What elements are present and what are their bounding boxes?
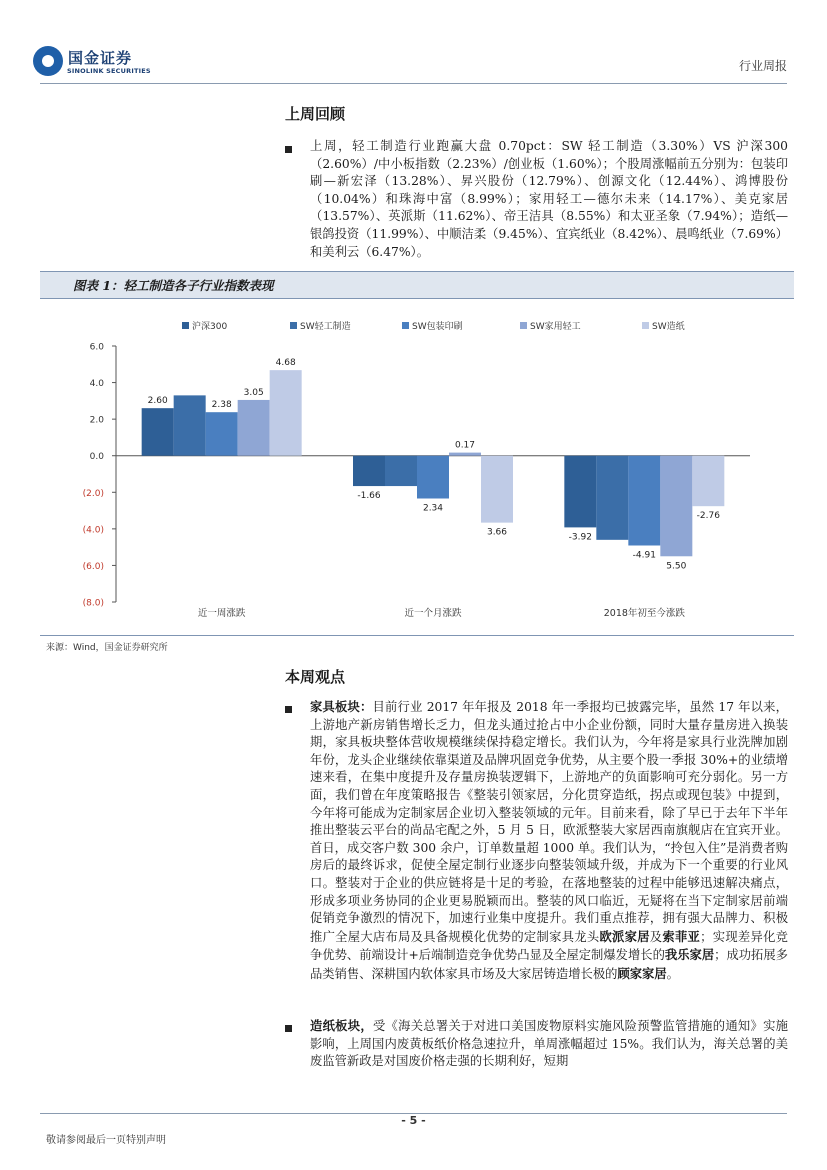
brand-name-en: SINOLINK SECURITIES [67, 67, 151, 75]
bar [142, 408, 174, 456]
bar [596, 456, 628, 540]
company-oppein: 欧派家居 [599, 928, 650, 944]
bar [174, 395, 206, 455]
bar [481, 456, 513, 523]
paper-paragraph [310, 1017, 788, 1071]
legend-label: SW家用轻工 [530, 322, 581, 332]
company-sofia: 索菲亚 [662, 928, 701, 944]
data-label: 3.66 [486, 527, 508, 538]
furniture-text-2: ；实现差异化竞争优势、前端设计+后端制造竞争优势凸显及全屋定制爆发增长的 [310, 929, 788, 963]
legend-label: SW轻工制造 [300, 322, 351, 332]
figure-title: 图表 1：轻工制造各子行业指数表现 [73, 278, 274, 293]
legend-swatch [520, 322, 527, 329]
page-number: - 5 - [401, 1114, 426, 1127]
furniture-text-3: ；成功拓展多品类销售、深耕国内软体家具市场及大家居铸造增长极的 [310, 948, 788, 981]
bullet-marker [285, 1025, 292, 1032]
legend-swatch [402, 322, 409, 329]
data-label: 0.17 [454, 440, 476, 451]
bullet-marker [285, 706, 292, 713]
bar [353, 456, 385, 486]
figure-source: 来源：Wind，国金证券研究所 [46, 643, 168, 653]
bar [564, 456, 596, 528]
data-label: 2.38 [211, 400, 232, 411]
legend-swatch [290, 322, 297, 329]
paper-label: 造纸板块， [310, 1018, 373, 1033]
legend-swatch [182, 322, 189, 329]
header-divider [40, 83, 787, 84]
company-kuka: 顾家家居 [617, 965, 667, 981]
y-tick-label: 6.0 [89, 342, 104, 353]
furniture-and: 及 [649, 929, 663, 944]
footer-disclaimer: 敬请参阅最后一页特别声明 [46, 1135, 166, 1146]
data-label: -2.76 [696, 511, 720, 522]
logo-mark-inner [42, 55, 54, 67]
furniture-end: 。 [666, 966, 679, 981]
legend-label: SW包装印刷 [412, 322, 463, 332]
legend-label: 沪深300 [192, 322, 228, 332]
y-tick-label: 0.0 [89, 452, 104, 463]
legend-swatch [642, 322, 649, 329]
data-label: 2.60 [147, 396, 168, 407]
section-title-this-week: 本周观点 [285, 668, 346, 686]
paper-text: 受《海关总署关于对进口美国废物原料实施风险预警监管措施的通知》实施影响，上周国内废黄板纸价格急速拉升，单周涨幅超过 15%。我们认为，海关总署的美废监管新政是对国废价格走强的长期利好，短期 [310, 1019, 788, 1069]
data-label: -3.92 [568, 532, 592, 543]
furniture-label: 家具板块： [310, 699, 373, 714]
y-tick-label: (8.0) [82, 598, 104, 609]
report-type: 行业周报 [738, 59, 787, 73]
last-week-summary: 上周，轻工制造行业跑赢大盘 0.70pct：SW 轻工制造（3.30%）VS 沪深300（2.60%）/中小板指数（2.23%）/创业板（1.60%）；个股周涨幅前五分别为：包装印刷—新宏泽（13.28%）、昇兴股份（12.79%）、创源文化（12.44%）、鸿博股份（10.04%）和珠海中富（8.99%）；家用轻工—德尔未来（14.17%）、美克家居（13.57%）、英派斯（11.62%）、帝王洁具（8.55%）和太亚圣象（7.94%）；造纸—银鸽投资（11.99%）、中顺洁柔（9.45%）、宜宾纸业（8.42%）、晨鸣纸业（7.69%）和美利云（6.47%）。 [310, 139, 788, 259]
data-label: -4.91 [632, 550, 656, 561]
furniture-text-1: 目前行业 2017 年年报及 2018 年一季报均已披露完毕，虽然 17 年以来，上游地产新房销售增长乏力，但龙头通过抢占中小企业份额，同时大量存量房进入换装期，家具板块整体营收规模继续保持稳定增长。我们认为，今年将是家具行业洗牌加剧年份，龙头企业继续依靠渠道及品牌巩固竞争优势，从主要个股一季报 30%+的业绩增速来看，在集中度提升及存量房换装逻辑下，上游地产的负面影响可充分弱化。另一方面，我们曾在年度策略报告《整装引领家居，分化贯穿造纸，拐点或现包装》中提到，今年将可能成为定制家居企业切入整装领域的元年。目前来看，除了早已于去年下半年推出整装云平台的尚品宅配之外，5 月 5 日，欧派整装大家居西南旗舰店在宜宾开业。首日，成交客户数 300 余户，订单数量超 1000 单。我们认为，“拎包入住”是消费者购房后的最终诉求，促使全屋定制行业逐步向整装领域升级，并成为下一个重要的行业风口。整装对于企业的供应链将是十足的考验，在落地整装的过程中能够迅速解决痛点，形成多项业务协同的企业更易脱颖而出。整装的风口临近，无疑将在当下定制家居前端促销竞争激烈的情况下，加速行业集中度提升。我们重点推荐，拥有强大品牌力、积极推广全屋大店布局及具备规模化优势的定制家具龙头 [310, 700, 788, 944]
y-tick-label: (6.0) [82, 561, 104, 572]
bar [449, 453, 481, 456]
subindustry-bar-chart [40, 300, 794, 634]
y-tick-label: (2.0) [82, 488, 104, 499]
brand-name-cn: 国金证券 [68, 49, 133, 67]
bar [270, 370, 302, 456]
bar [660, 456, 692, 557]
bar [692, 456, 724, 506]
y-tick-label: (4.0) [82, 525, 104, 536]
bar [385, 456, 417, 486]
section-title-last-week: 上周回顾 [285, 105, 346, 123]
data-label: -1.66 [357, 491, 381, 502]
data-label: 2.34 [422, 503, 444, 514]
data-label: 3.05 [243, 387, 264, 398]
x-category-label: 2018年初至今涨跌 [603, 608, 685, 619]
y-tick-label: 4.0 [89, 379, 104, 390]
source-divider [40, 635, 794, 636]
x-category-label: 近一周涨跌 [197, 608, 246, 619]
bar [628, 456, 660, 546]
furniture-paragraph [310, 698, 788, 984]
company-wole: 我乐家居 [664, 947, 715, 963]
legend-label: SW造纸 [652, 322, 685, 332]
bar [417, 456, 449, 499]
data-label: 5.50 [666, 561, 687, 572]
y-tick-label: 2.0 [89, 415, 104, 426]
bar [238, 400, 270, 456]
bullet-marker [285, 146, 292, 153]
bar [206, 412, 238, 456]
x-category-label: 近一个月涨跌 [404, 608, 462, 619]
data-label: 4.68 [275, 358, 296, 369]
